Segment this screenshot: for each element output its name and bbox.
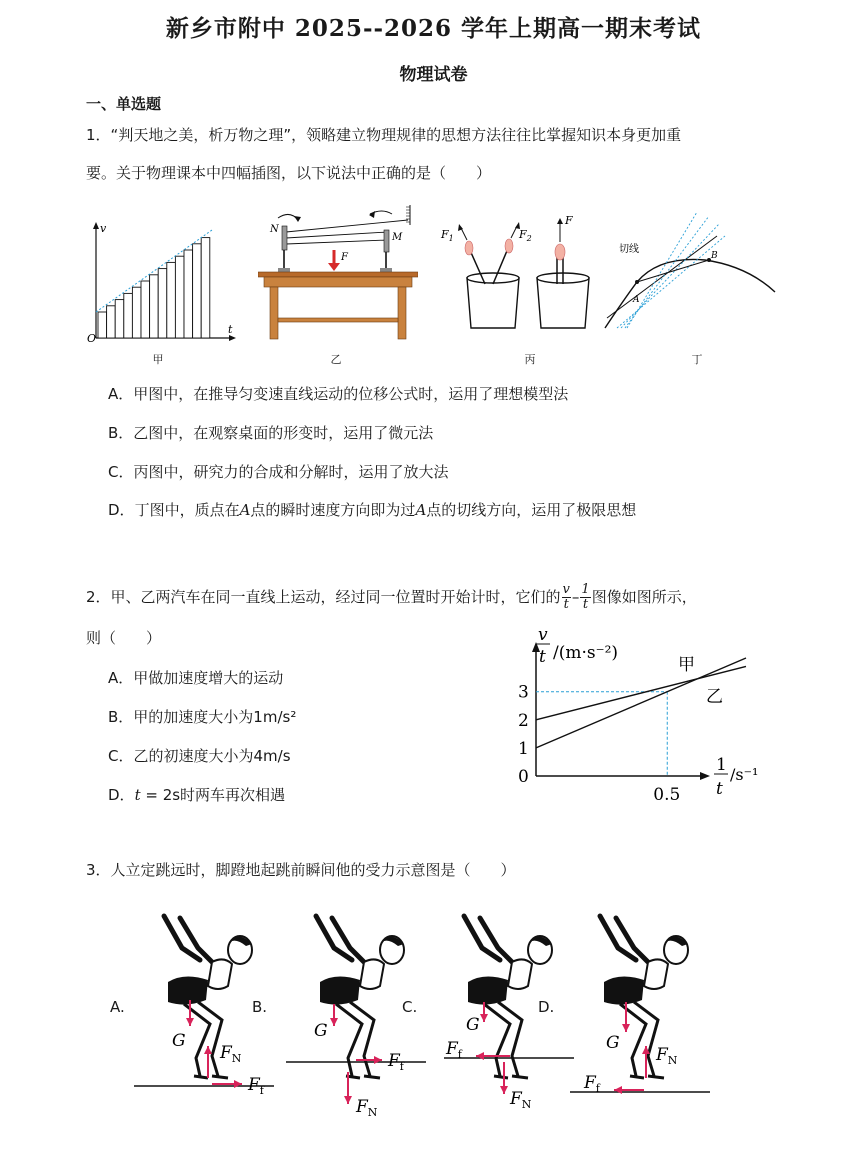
q3-arrow-ff-head: [234, 1080, 242, 1088]
jia-bar: [184, 250, 193, 338]
q3-arrow-fn-head: [344, 1096, 352, 1104]
q2-xlabel-num: 1: [716, 755, 727, 775]
q1-option-a[interactable]: A．甲图中，在推导匀变速直线运动的位移公式时，运用了理想模型法: [108, 385, 569, 403]
q3-label-ff: $F_f$: [584, 1073, 600, 1095]
q1-figure-bing: [437, 210, 597, 335]
exam-subtitle: 物理试卷: [399, 65, 468, 85]
q2-y-tick: 0: [518, 767, 529, 787]
q3-label-fn: $F_N$: [356, 1097, 378, 1118]
q2-ylabel-unit: /(m·s⁻²): [553, 643, 619, 663]
q2-xlabel-unit: /s⁻¹: [730, 765, 759, 784]
q3-arrow-ff-head: [614, 1086, 622, 1094]
q1-caption-jia: 甲: [152, 353, 164, 366]
q3-jumper-illustration: [124, 908, 294, 1118]
yi-label-m: M: [392, 232, 403, 243]
jia-bar: [141, 281, 150, 338]
q1-caption-ding: 丁: [691, 353, 703, 366]
q2-xlabel-den: t: [716, 779, 723, 799]
yi-label-f: F: [341, 252, 348, 263]
q3-option-a-letter[interactable]: A.: [110, 998, 125, 1016]
q2-frac-1-over-t: $\frac{1}{t}$: [581, 582, 590, 612]
q3-arrow-fn-head: [204, 1046, 212, 1054]
jia-bar: [150, 275, 159, 338]
jia-origin: O: [87, 332, 97, 345]
q3-option-b-letter[interactable]: B.: [252, 998, 268, 1016]
q2-option-c[interactable]: C．乙的初速度大小为4m/s: [108, 747, 291, 765]
jia-bar: [132, 287, 141, 338]
jia-bar: [124, 293, 133, 338]
yi-label-n: N: [270, 224, 279, 235]
ding-label-tangent: 切线: [619, 244, 639, 255]
q1-figure-yi: [258, 200, 418, 345]
exam-title: 新乡市附中 2025--2026 学年上期高一期末考试: [165, 15, 702, 42]
q3-label-fn: $F_N$: [656, 1045, 678, 1067]
q3-option-a-figure[interactable]: [124, 908, 294, 1122]
q3-option-d-letter[interactable]: D.: [538, 998, 555, 1016]
q2-y-tick: 2: [518, 710, 529, 731]
q1-option-d[interactable]: D．丁图中，质点在A点的瞬时速度方向即为过A点的切线方向，运用了极限思想: [108, 501, 637, 519]
q2-y-tick: 1: [518, 738, 529, 759]
section-heading: 一、单选题: [86, 95, 162, 113]
bing-label-f2: $F_2$: [519, 228, 532, 243]
q1-option-c[interactable]: C．丙图中，研究力的合成和分解时，运用了放大法: [108, 463, 449, 481]
q2-chart-layer: [518, 642, 746, 805]
jia-bar: [167, 262, 176, 338]
q1-stem-line1: 1．“判天地之美，析万物之理”，领略建立物理规律的思想方法往往比掌握知识本身更加重: [86, 126, 682, 144]
q3-arrow-g-head: [330, 1018, 338, 1026]
q2-ylabel-num: v: [538, 625, 548, 645]
q3-option-c-letter[interactable]: C.: [402, 998, 418, 1016]
q3-label-g: G: [466, 1015, 480, 1035]
bing-label-f1: $F_1$: [441, 228, 454, 243]
jia-bar: [115, 300, 124, 338]
q3-force-arrows: [444, 1002, 574, 1094]
q2-stem-line1: 2．甲、乙两汽车在同一直线上运动，经过同一位置时开始计时，它们的 $\frac{v}{t}$ – $\frac{1}{t}$ 图像如图所示，: [86, 582, 697, 612]
q3-label-ff: $F_f$: [446, 1039, 462, 1061]
q1-stem-line2: 要。关于物理课本中四幅插图，以下说法中正确的是（ ）: [86, 164, 492, 182]
jia-bar: [193, 244, 202, 338]
q3-jumper-illustration: [276, 908, 446, 1118]
q3-option-d-figure[interactable]: [560, 908, 730, 1122]
q2-series-label: 甲: [678, 655, 695, 675]
q3-label-fn: $F_N$: [510, 1089, 532, 1111]
q3-option-b-figure[interactable]: [276, 908, 446, 1122]
q2-chart: [500, 622, 770, 812]
q1-figure-ding: [597, 210, 777, 335]
jia-bar: [175, 256, 184, 338]
ding-label-a: A: [633, 295, 640, 305]
q3-jumper-illustration: [560, 908, 730, 1118]
q2-ylabel-den: t: [539, 647, 546, 667]
jia-axis-v: v: [100, 222, 107, 235]
q2-x-tick: 0.5: [653, 785, 681, 805]
q2-option-a[interactable]: A．甲做加速度增大的运动: [108, 669, 284, 687]
q3-label-g: G: [172, 1031, 186, 1051]
q3-arrow-g-head: [622, 1024, 630, 1032]
q1-caption-yi: 乙: [330, 353, 342, 366]
q3-arrow-g-head: [186, 1018, 194, 1026]
q1-caption-bing: 丙: [524, 353, 536, 366]
jia-bar: [98, 312, 107, 338]
q3-arrow-ff-head: [374, 1056, 382, 1064]
q3-label-ff: $F_f$: [388, 1051, 404, 1073]
jia-bars: [98, 238, 210, 338]
jia-axis-t: t: [228, 323, 233, 336]
q3-arrow-ff-head: [476, 1052, 484, 1060]
q1-figure-jia: [86, 218, 236, 348]
q2-option-d[interactable]: D．t = 2s时两车再次相遇: [108, 786, 286, 804]
q2-stem-line2: 则（ ）: [86, 629, 162, 647]
q2-x-arrow: [700, 772, 710, 780]
q3-label-g: G: [314, 1021, 328, 1041]
jia-bar: [158, 269, 167, 338]
q3-arrow-fn-head: [500, 1086, 508, 1094]
q3-label-g: G: [606, 1033, 620, 1053]
q3-stem: 3．人立定跳远时，脚蹬地起跳前瞬间他的受力示意图是（ ）: [86, 861, 516, 879]
q1-option-b[interactable]: B．乙图中，在观察桌面的形变时，运用了微元法: [108, 424, 434, 442]
q3-label-fn: $F_N$: [220, 1043, 242, 1065]
q2-y-tick: 3: [518, 682, 529, 703]
bing-label-f: F: [565, 214, 573, 227]
jia-bar: [201, 238, 210, 338]
q2-series-label: 乙: [706, 687, 723, 707]
q3-arrow-g-head: [480, 1014, 488, 1022]
q2-frac-v-over-t: $\frac{v}{t}$: [562, 582, 570, 612]
q2-option-b[interactable]: B．甲的加速度大小为1m/s²: [108, 708, 297, 726]
jia-bar: [107, 306, 116, 338]
ding-label-b: B: [711, 251, 718, 261]
q3-label-ff: $F_f$: [248, 1075, 264, 1097]
